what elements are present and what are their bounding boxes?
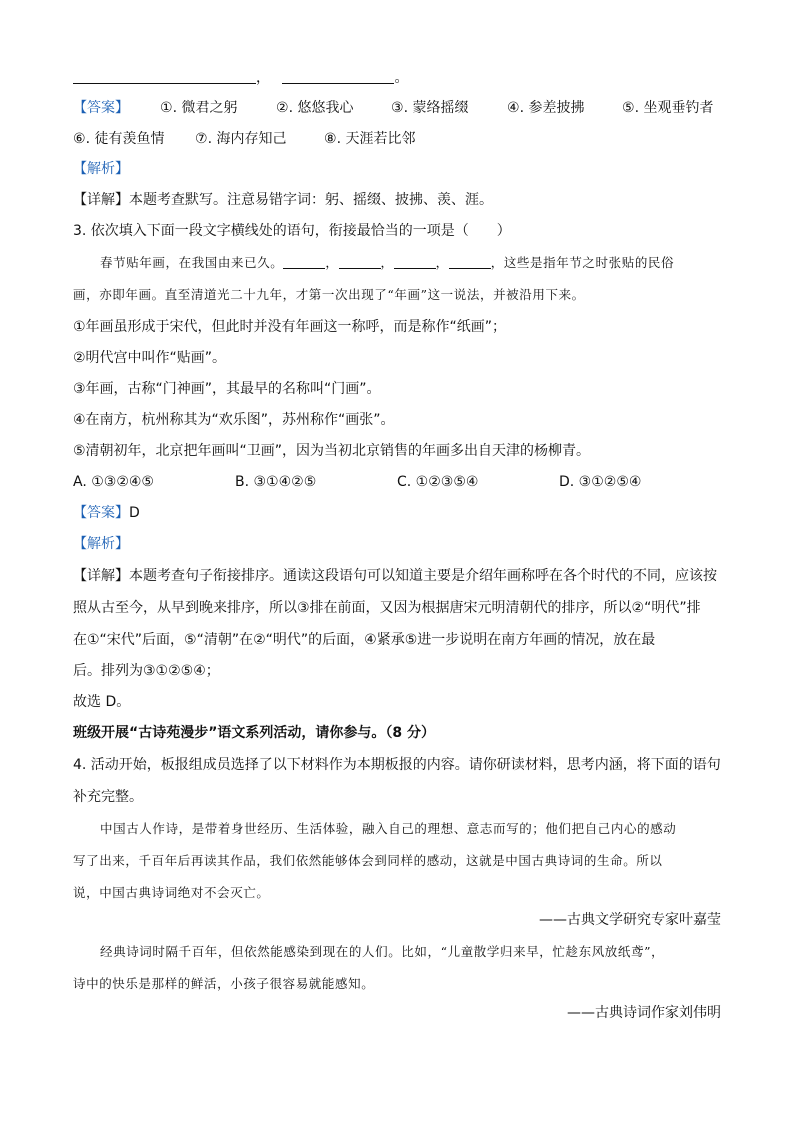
sentence-5: ⑤清朝初年，北京把年画叫“卫画”，因为当初北京销售的年画多出自天津的杨柳青。 xyxy=(73,443,591,459)
comma: ， xyxy=(256,70,270,86)
sentence-4: ④在南方，杭州称其为“欢乐图”，苏州称作“画张”。 xyxy=(73,412,395,428)
detail-line xyxy=(73,190,493,210)
answer-item: ⑥. 徒有羡鱼情 xyxy=(73,131,165,147)
sentence-1: ①年画虽形成于宋代，但此时并没有年画这一称呼，而是称作“纸画”； xyxy=(73,319,507,335)
material-2-line: 经典诗词时隔千百年，但依然能感染到现在的人们。比如，“儿童散学归来早，忙趁东风放纸鸢”， xyxy=(100,944,665,959)
analysis-tag: 【解析】 xyxy=(73,536,129,552)
detail-line xyxy=(73,566,717,586)
option-d[interactable]: D. ③①②⑤④ xyxy=(559,474,642,490)
material-2-line: 诗中的快乐是那样的鲜活，小孩子很容易就能感知。 xyxy=(73,976,375,991)
passage-blank xyxy=(449,254,491,269)
material-1-source: ——古典文学研究专家叶嘉莹 xyxy=(539,912,721,928)
detail-tag: 【详解】 xyxy=(73,568,129,584)
period: 。 xyxy=(394,70,409,86)
answer-item: ⑤. 坐观垂钓者 xyxy=(622,100,714,116)
analysis-tag: 【解析】 xyxy=(73,161,129,177)
answer-item: ④. 参差披拂 xyxy=(507,100,585,116)
detail-tag: 【详解】 xyxy=(73,192,129,208)
answer-blank[interactable] xyxy=(282,69,394,84)
answer-row xyxy=(73,98,714,118)
passage-blank xyxy=(394,254,436,269)
material-2-source: ——古典诗词作家刘伟明 xyxy=(567,1005,721,1021)
material-1-line: 说，中国古典诗词绝对不会灭亡。 xyxy=(73,885,270,900)
answer-item: ⑧. 天涯若比邻 xyxy=(324,131,416,147)
detail-line: 照从古至今，从早到晚来排序，所以③排在前面，又因为根据唐宋元明清朝代的排序，所以②“明代”排 xyxy=(73,600,701,616)
section-title: 班级开展“古诗苑漫步”语文系列活动，请你参与。（8 分） xyxy=(73,725,436,741)
answer-item: ③. 蒙络摇缀 xyxy=(391,100,469,116)
question-4-stem: 4. 活动开始，板报组成员选择了以下材料作为本期板报的内容。请你研读材料，思考内涵，将下面的语句 xyxy=(73,757,721,773)
answer-blank[interactable] xyxy=(73,69,256,84)
option-a[interactable]: A. ①③②④⑤ xyxy=(73,474,154,490)
material-1-line: 写了出来，千百年后再读其作品，我们依然能够体会到同样的感动，这就是中国古典诗词的生命。所以 xyxy=(73,853,663,868)
answer-row xyxy=(73,129,416,149)
question-4-stem: 补充完整。 xyxy=(73,789,143,805)
answer-item: ①. 微君之躬 xyxy=(160,100,238,116)
option-c[interactable]: C. ①②③⑤④ xyxy=(397,474,479,490)
sentence-3: ③年画，古称“门神画”，其最早的名称叫“门画”。 xyxy=(73,381,381,397)
question-3-stem: 3. 依次填入下面一段文字横线处的语句，衔接最恰当的一项是（ ） xyxy=(73,223,511,239)
option-b[interactable]: B. ③①④②⑤ xyxy=(235,474,317,490)
answer-line xyxy=(73,503,140,523)
detail-text: 本题考查默写。注意易错字词：躬、摇缀、披拂、羡、涯。 xyxy=(129,192,493,208)
sentence-2: ②明代宫中叫作“贴画”。 xyxy=(73,350,227,366)
detail-line: 后。排列为③①②⑤④； xyxy=(73,663,220,679)
answer-item: ②. 悠悠我心 xyxy=(276,100,354,116)
passage-blank xyxy=(339,254,381,269)
answer-item: ⑦. 海内存知己 xyxy=(195,131,287,147)
detail-line: 在①“宋代”后面，⑤“清朝”在②“明代”的后面，④紧承⑤进一步说明在南方年画的情况，放在最 xyxy=(73,632,656,648)
fill-blank-line xyxy=(73,68,408,88)
passage-line: 春节贴年画，在我国由来已久。 ， ， ， ，这些是指年节之时张贴的民俗 xyxy=(100,255,675,270)
answer-tag: 【答案】 xyxy=(73,505,129,521)
material-1-line: 中国古人作诗，是带着身世经历、生活体验，融入自己的理想、意志而写的；他们把自己内心的感动 xyxy=(100,821,677,836)
detail-line: 故选 D。 xyxy=(73,694,131,710)
passage-line: 画，亦即年画。直至清道光二十九年，才第一次出现了“年画”这一说法，并被沿用下来。 xyxy=(73,287,585,302)
detail-text: 本题考查句子衔接排序。通读这段语句可以知道主要是介绍年画称呼在各个时代的不同，应该按 xyxy=(129,568,717,584)
answer-value: D xyxy=(129,505,140,521)
answer-tag: 【答案】 xyxy=(73,100,129,116)
passage-blank xyxy=(283,254,325,269)
